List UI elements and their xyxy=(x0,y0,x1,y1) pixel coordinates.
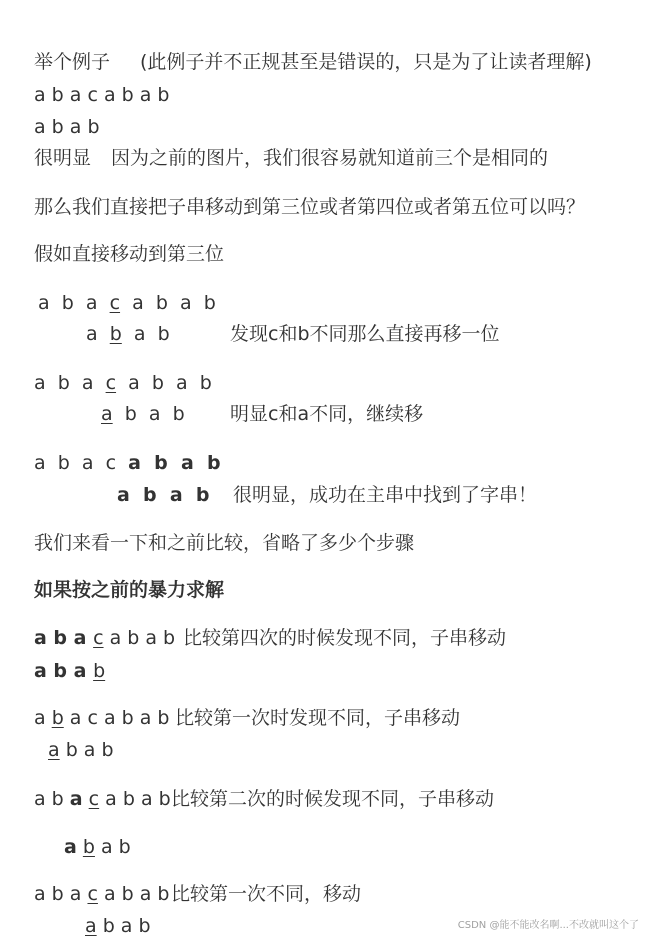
watermark: CSDN @能不能改名啊...不改就叫这个了 xyxy=(457,920,639,931)
bf1-main-mismatch: c xyxy=(93,627,104,649)
main-string: a b a c a b a b xyxy=(34,84,170,106)
example2-main-prefix: a b a xyxy=(34,372,106,394)
example1-note: 发现c和b不同那么直接再移一位 xyxy=(230,323,500,345)
bf2-sub-mismatch: a xyxy=(48,739,60,761)
example3-sub xyxy=(117,483,210,507)
example2-sub xyxy=(101,402,185,426)
suppose-line: 假如直接移动到第三位 xyxy=(34,243,225,265)
example1-sub-suffix: a b xyxy=(121,323,170,345)
bf4-main xyxy=(34,882,170,906)
bf1-sub-match: a b a xyxy=(34,660,94,682)
bf2-main-prefix: a xyxy=(34,707,52,729)
sub-string: a b a b xyxy=(34,116,100,138)
example1-main-mismatch: c xyxy=(109,292,121,314)
bf3-main-rest: a b a b xyxy=(99,788,171,810)
bf4-sub-mismatch: a xyxy=(85,915,97,937)
bf3-note: 比较第二次的时候发现不同，子串移动 xyxy=(171,788,495,810)
example2-main-mismatch: c xyxy=(105,372,117,394)
intro-text: 举个例子 xyxy=(34,51,111,73)
bf1-note: 比较第四次的时候发现不同，子串移动 xyxy=(183,627,507,649)
example1-main-suffix: a b a b xyxy=(120,292,216,314)
example2-sub-suffix: b a b xyxy=(112,403,185,425)
example1-sub xyxy=(86,322,170,346)
bf1-main-rest: a b a b xyxy=(103,627,176,649)
bf3-sub-mismatch: b xyxy=(82,836,95,858)
example2-main-suffix: a b a b xyxy=(116,372,212,394)
question-line: 那么我们直接把子串移动到第三位或者第四位或者第五位可以吗？ xyxy=(34,196,586,218)
bf1-main-match: a b a xyxy=(34,627,94,649)
bf4-main-mismatch: c xyxy=(87,883,98,905)
example1-sub-mismatch: b xyxy=(109,323,122,345)
bf3-main-match: a xyxy=(69,788,83,810)
bf1-main xyxy=(34,626,175,650)
example3-main xyxy=(34,451,221,475)
bf3-main-mismatch: c xyxy=(88,788,100,810)
compare-line: 我们来看一下和之前比较，省略了多少个步骤 xyxy=(34,532,415,554)
bf2-main-mismatch: b xyxy=(51,707,64,729)
bf1-sub xyxy=(34,659,105,683)
example3-sub-match: a b a b xyxy=(117,484,210,506)
bf3-main xyxy=(34,787,171,811)
example3-main-prefix: a b a c xyxy=(34,452,129,474)
example2-sub-mismatch: a xyxy=(101,403,113,425)
bf1-sub-mismatch: b xyxy=(93,660,106,682)
bf2-main-rest: a c a b a b xyxy=(63,707,170,729)
bf3-sub-rest: a b xyxy=(94,836,131,858)
intro-line xyxy=(34,50,592,74)
bf2-sub xyxy=(48,738,114,762)
bf4-note: 比较第一次不同，移动 xyxy=(171,883,362,905)
example3-main-match: a b a b xyxy=(128,452,221,474)
obvious-line xyxy=(34,146,548,170)
example3-note: 很明显，成功在主串中找到了字串！ xyxy=(233,484,538,506)
brute-force-heading: 如果按之前的暴力求解 xyxy=(34,579,225,601)
bf3-sub xyxy=(64,835,131,859)
bf3-sub-match: a xyxy=(64,836,77,858)
bf4-sub xyxy=(85,914,151,938)
example2-main xyxy=(34,371,212,395)
example1-main-prefix: a b a xyxy=(38,292,110,314)
bf4-main-prefix: a b a xyxy=(34,883,88,905)
obvious-note: 因为之前的图片，我们很容易就知道前三个是相同的 xyxy=(111,147,549,169)
bf4-sub-rest: b a b xyxy=(96,915,151,937)
example2-note: 明显c和a不同，继续移 xyxy=(230,403,424,425)
bf2-note: 比较第一次时发现不同，子串移动 xyxy=(175,707,461,729)
bf2-main xyxy=(34,706,169,730)
bf2-sub-rest: b a b xyxy=(59,739,114,761)
example1-sub-prefix: a xyxy=(86,323,110,345)
obvious-text: 很明显 xyxy=(34,147,92,169)
bf4-main-rest: a b a b xyxy=(97,883,170,905)
example1-main xyxy=(38,291,216,315)
bf3-main-prefix: a b xyxy=(34,788,70,810)
intro-note: (此例子并不正规甚至是错误的，只是为了让读者理解) xyxy=(140,51,592,73)
